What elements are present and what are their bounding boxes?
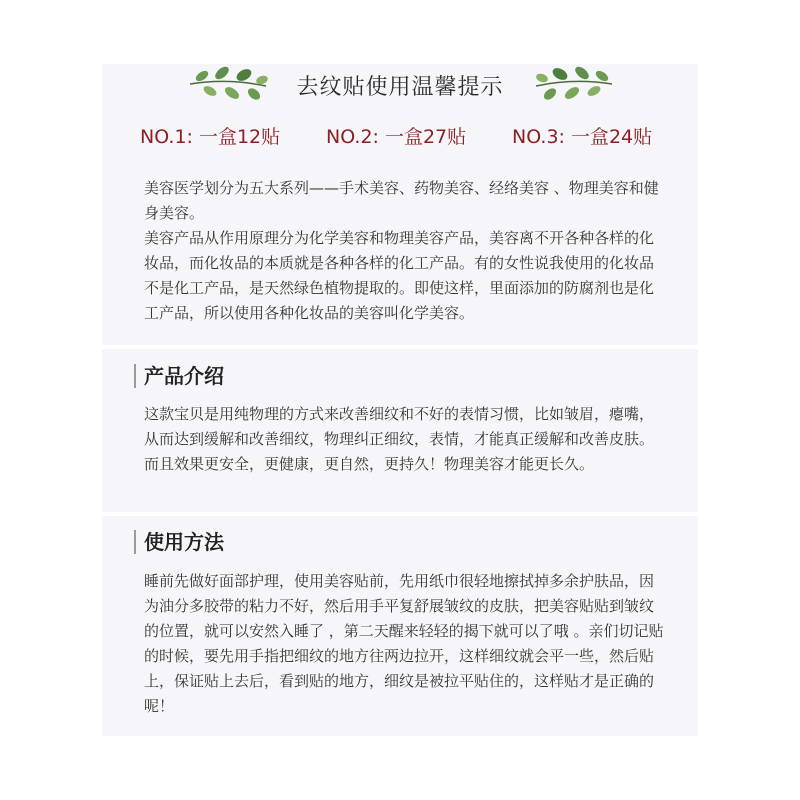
header <box>102 64 698 110</box>
section-divider <box>102 512 698 516</box>
usage-section-title: 使用方法 <box>144 530 224 554</box>
heading-bar <box>134 530 136 554</box>
usage-instructions: 睡前先做好面部护理，使用美容贴前，先用纸巾很轻地擦拭掉多余护肤品，因为油分多胶带的粘力不好，然后用手平复舒展皱纹的皮肤，把美容贴贴到皱纹的位置，就可以安然入睡了 ，第二天醒来轻轻的揭下就可以了哦 。亲们切记贴的时候，要先用手指把细纹的地方往两边拉开，这样细纹就会平一些，然后贴上，保证贴上去后，看到贴的地方，细纹是被拉平贴住的，这样贴才是正确的呢！ <box>144 572 664 715</box>
heading-bar <box>134 364 136 388</box>
package-option-2: NO.2: 一盒27贴 <box>326 126 467 148</box>
section-divider <box>102 345 698 349</box>
package-option-1: NO.1: 一盒12贴 <box>140 126 281 148</box>
page-title: 去纹贴使用温馨提示 <box>296 75 504 100</box>
intro-paragraph-2: 美容产品从作用原理分为化学美容和物理美容产品，美容离不开各种各样的化妆品，而化妆品的本质就是各种各样的化工产品。有的女性说我使用的化妆品不是化工产品，是天然绿色植物提取的。即使这样，里面添加的防腐剂也是化工产品，所以使用各种化妆品的美容叫化学美容。 <box>144 229 655 322</box>
intro-paragraph-1: 美容医学划分为五大系列——手术美容、药物美容、经络美容 、物理美容和健身美容。 <box>144 179 659 222</box>
package-option-3: NO.3: 一盒24贴 <box>512 126 653 148</box>
product-description: 这款宝贝是用纯物理的方式来改善细纹和不好的表情习惯，比如皱眉，瘪嘴，从而达到缓解和改善细纹，物理纠正细纹，表情，才能真正缓解和改善皮肤。而且效果更安全，更健康，更自然，更持久！物理美容才能更长久。 <box>144 405 655 473</box>
product-section-title: 产品介绍 <box>144 364 224 388</box>
leaf-branch-icon <box>534 64 614 104</box>
package-options <box>102 122 698 152</box>
tips-sheet <box>102 64 698 736</box>
